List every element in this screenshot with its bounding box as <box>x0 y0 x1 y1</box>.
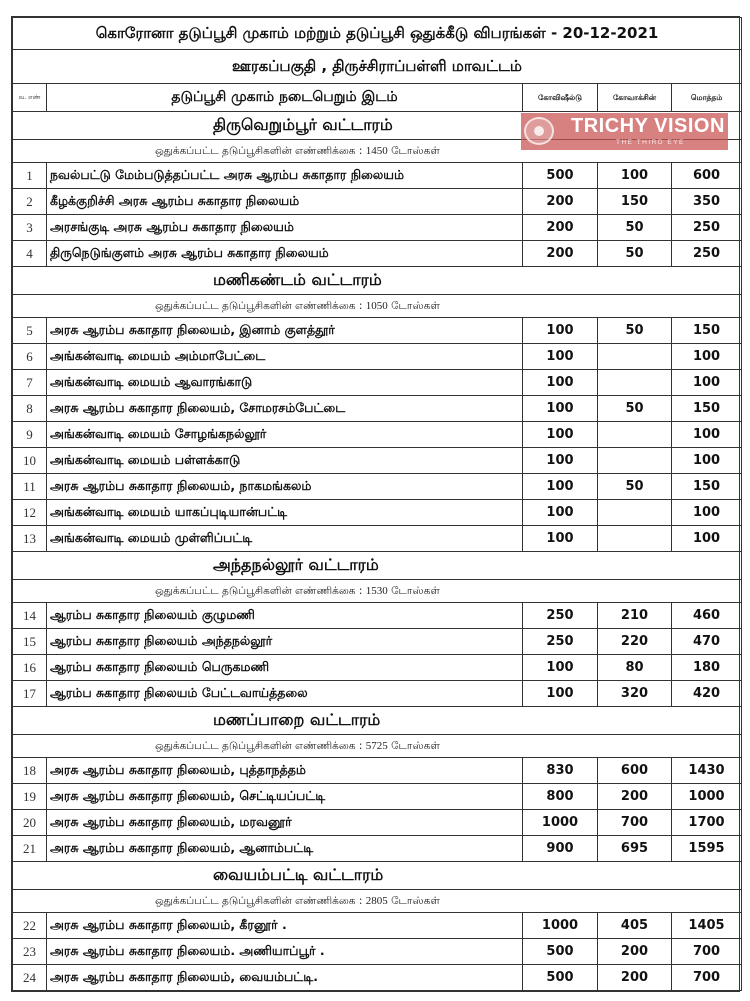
camp-location: அரசு ஆரம்ப சுகாதார நிலையம், சோமரசம்பேட்டை <box>47 396 523 422</box>
total-doses: 1430 <box>672 758 742 784</box>
allocation-cell <box>13 890 742 913</box>
covishield-doses: 500 <box>523 939 598 965</box>
allocation-unit: டோஸ்கள் <box>391 739 440 752</box>
table-row <box>13 655 742 681</box>
total-doses: 600 <box>672 163 742 189</box>
serial-number: 17 <box>13 681 47 707</box>
total-doses: 100 <box>672 344 742 370</box>
covishield-doses: 500 <box>523 163 598 189</box>
camp-location: அரசு ஆரம்ப சுகாதார நிலையம். அணியாப்பூர் . <box>47 939 523 965</box>
camp-location: ஆரம்ப சுகாதார நிலையம் பேட்டவாய்த்தலை <box>47 681 523 707</box>
total-doses: 150 <box>672 396 742 422</box>
covaxin-doses: 220 <box>598 629 672 655</box>
subtitle-row <box>13 50 742 84</box>
total-doses: 1700 <box>672 810 742 836</box>
serial-number: 24 <box>13 965 47 991</box>
block-name: அந்தநல்லூர் வட்டாரம் <box>13 552 742 580</box>
serial-number: 22 <box>13 913 47 939</box>
watermark-brand: TRICHY VISION <box>571 115 725 137</box>
covaxin-doses: 210 <box>598 603 672 629</box>
total-doses: 100 <box>672 422 742 448</box>
allocation-label: ஒதுக்கப்பட்ட தடுப்பூசிகளின் எண்ணிக்கை : <box>155 894 363 907</box>
camp-location: அரசு ஆரம்ப சுகாதார நிலையம், மரவனூர் <box>47 810 523 836</box>
table-row <box>13 215 742 241</box>
covaxin-doses <box>598 370 672 396</box>
table-row <box>13 396 742 422</box>
covaxin-doses <box>598 500 672 526</box>
table-row <box>13 241 742 267</box>
covaxin-doses <box>598 526 672 552</box>
block-name: மணிகண்டம் வட்டாரம் <box>13 267 742 295</box>
block-name: மணப்பாறை வட்டாரம் <box>13 707 742 735</box>
camp-location: அங்கன்வாடி மையம் முள்ளிப்பட்டி <box>47 526 523 552</box>
column-header-total: மொத்தம் <box>672 84 742 112</box>
covishield-doses: 200 <box>523 241 598 267</box>
camp-location: அரசு ஆரம்ப சுகாதார நிலையம், புத்தாநத்தம் <box>47 758 523 784</box>
total-doses: 250 <box>672 241 742 267</box>
covishield-doses: 100 <box>523 500 598 526</box>
covishield-doses: 250 <box>523 629 598 655</box>
serial-number: 20 <box>13 810 47 836</box>
total-doses: 420 <box>672 681 742 707</box>
covishield-doses: 100 <box>523 370 598 396</box>
column-header-covaxin: கோவாக்சின் <box>598 84 672 112</box>
serial-number: 2 <box>13 189 47 215</box>
camp-location: அங்கன்வாடி மையம் சோழங்கநல்லூர் <box>47 422 523 448</box>
serial-number: 5 <box>13 318 47 344</box>
covishield-doses: 100 <box>523 396 598 422</box>
table-row <box>13 500 742 526</box>
table-row <box>13 370 742 396</box>
covaxin-doses: 80 <box>598 655 672 681</box>
table-row <box>13 603 742 629</box>
camp-location: ஆரம்ப சுகாதார நிலையம் குழுமணி <box>47 603 523 629</box>
covishield-doses: 100 <box>523 344 598 370</box>
total-doses: 100 <box>672 370 742 396</box>
table-row <box>13 784 742 810</box>
document-title: கொரோனா தடுப்பூசி முகாம் மற்றும் தடுப்பூசி ஒதுக்கீடு விபரங்கள் - 20-12-2021 <box>13 18 742 50</box>
document-subtitle: ஊரகப்பகுதி , திருச்சிராப்பள்ளி மாவட்டம் <box>13 50 742 84</box>
serial-number: 10 <box>13 448 47 474</box>
covishield-doses: 100 <box>523 526 598 552</box>
covaxin-doses: 600 <box>598 758 672 784</box>
allocation-unit: டோஸ்கள் <box>391 894 440 907</box>
serial-number: 11 <box>13 474 47 500</box>
covaxin-doses: 700 <box>598 810 672 836</box>
table-row <box>13 448 742 474</box>
allocation-cell <box>13 580 742 603</box>
camp-location: நவல்பட்டு மேம்படுத்தப்பட்ட அரசு ஆரம்ப சுகாதார நிலையம் <box>47 163 523 189</box>
allocation-cell <box>13 295 742 318</box>
allocation-row <box>13 580 742 603</box>
covishield-doses: 900 <box>523 836 598 862</box>
covaxin-doses: 200 <box>598 965 672 991</box>
covaxin-doses: 50 <box>598 474 672 500</box>
covishield-doses: 1000 <box>523 913 598 939</box>
total-doses: 1000 <box>672 784 742 810</box>
allocation-label: ஒதுக்கப்பட்ட தடுப்பூசிகளின் எண்ணிக்கை : <box>155 144 363 157</box>
covishield-doses: 100 <box>523 448 598 474</box>
block-name: திருவெறும்பூர் வட்டாரம் <box>13 112 742 140</box>
vaccination-schedule-sheet <box>11 16 740 992</box>
total-doses: 700 <box>672 965 742 991</box>
total-doses: 150 <box>672 474 742 500</box>
allocation-cell <box>13 735 742 758</box>
column-header-place: தடுப்பூசி முகாம் நடைபெறும் இடம் <box>47 84 523 112</box>
eye-logo-icon <box>524 117 554 145</box>
camp-location: அரசு ஆரம்ப சுகாதார நிலையம், கீரனூர் . <box>47 913 523 939</box>
title-row <box>13 18 742 50</box>
covishield-doses: 100 <box>523 318 598 344</box>
table-row <box>13 344 742 370</box>
covishield-doses: 250 <box>523 603 598 629</box>
serial-number: 16 <box>13 655 47 681</box>
camp-location: அரசு ஆரம்ப சுகாதார நிலையம், வையம்பட்டி. <box>47 965 523 991</box>
allocation-unit: டோஸ்கள் <box>391 144 440 157</box>
allocation-count: 1450 <box>365 144 388 157</box>
allocation-label: ஒதுக்கப்பட்ட தடுப்பூசிகளின் எண்ணிக்கை : <box>155 739 363 752</box>
table-row <box>13 526 742 552</box>
total-doses: 1405 <box>672 913 742 939</box>
total-doses: 350 <box>672 189 742 215</box>
covaxin-doses: 150 <box>598 189 672 215</box>
allocation-label: ஒதுக்கப்பட்ட தடுப்பூசிகளின் எண்ணிக்கை : <box>155 584 363 597</box>
total-doses: 180 <box>672 655 742 681</box>
allocation-count: 1530 <box>365 584 388 597</box>
table-row <box>13 163 742 189</box>
serial-number: 8 <box>13 396 47 422</box>
table-row <box>13 318 742 344</box>
table-row <box>13 189 742 215</box>
allocation-row <box>13 735 742 758</box>
covishield-doses: 200 <box>523 215 598 241</box>
serial-number: 12 <box>13 500 47 526</box>
watermark-tagline: THE THIRD EYE <box>616 139 685 146</box>
serial-number: 14 <box>13 603 47 629</box>
table-row <box>13 810 742 836</box>
camp-location: அரசு ஆரம்ப சுகாதார நிலையம், இனாம் குளத்தூர் <box>47 318 523 344</box>
table-row <box>13 965 742 991</box>
camp-location: அரசு ஆரம்ப சுகாதார நிலையம், செட்டியப்பட்டி <box>47 784 523 810</box>
serial-number: 4 <box>13 241 47 267</box>
covishield-doses: 830 <box>523 758 598 784</box>
serial-number: 18 <box>13 758 47 784</box>
camp-location: அங்கன்வாடி மையம் ஆவாரங்காடு <box>47 370 523 396</box>
camp-location: அங்கன்வாடி மையம் அம்மாபேட்டை <box>47 344 523 370</box>
serial-number: 15 <box>13 629 47 655</box>
serial-number: 9 <box>13 422 47 448</box>
camp-location: ஆரம்ப சுகாதார நிலையம் அந்தநல்லூர் <box>47 629 523 655</box>
covishield-doses: 800 <box>523 784 598 810</box>
serial-number: 6 <box>13 344 47 370</box>
allocation-row <box>13 295 742 318</box>
allocation-unit: டோஸ்கள் <box>391 299 440 312</box>
covaxin-doses: 100 <box>598 163 672 189</box>
camp-location: கீழக்குறிச்சி அரசு ஆரம்ப சுகாதார நிலையம் <box>47 189 523 215</box>
serial-number: 1 <box>13 163 47 189</box>
allocation-unit: டோஸ்கள் <box>391 584 440 597</box>
camp-location: அரசு ஆரம்ப சுகாதார நிலையம், ஆனாம்பட்டி <box>47 836 523 862</box>
covaxin-doses: 320 <box>598 681 672 707</box>
table-row <box>13 474 742 500</box>
camp-location: அரசங்குடி அரசு ஆரம்ப சுகாதார நிலையம் <box>47 215 523 241</box>
covaxin-doses <box>598 448 672 474</box>
covishield-doses: 100 <box>523 655 598 681</box>
block-header-row <box>13 862 742 890</box>
allocation-count: 2805 <box>365 894 388 907</box>
column-header-covishield: கோவிஷீல்டு <box>523 84 598 112</box>
total-doses: 250 <box>672 215 742 241</box>
serial-number: 19 <box>13 784 47 810</box>
block-header-row <box>13 552 742 580</box>
covaxin-doses: 200 <box>598 784 672 810</box>
covaxin-doses: 50 <box>598 318 672 344</box>
table-row <box>13 629 742 655</box>
covaxin-doses: 200 <box>598 939 672 965</box>
total-doses: 460 <box>672 603 742 629</box>
serial-number: 13 <box>13 526 47 552</box>
camp-location: அங்கன்வாடி மையம் பள்ளக்காடு <box>47 448 523 474</box>
covaxin-doses: 405 <box>598 913 672 939</box>
total-doses: 1595 <box>672 836 742 862</box>
covaxin-doses: 50 <box>598 396 672 422</box>
table-row <box>13 758 742 784</box>
block-header-row <box>13 707 742 735</box>
camp-location: திருநெடுங்குளம் அரசு ஆரம்ப சுகாதார நிலையம் <box>47 241 523 267</box>
table-row <box>13 422 742 448</box>
camp-location: அங்கன்வாடி மையம் யாகப்புடியான்பட்டி <box>47 500 523 526</box>
covishield-doses: 500 <box>523 965 598 991</box>
serial-number: 7 <box>13 370 47 396</box>
block-name: வையம்பட்டி வட்டாரம் <box>13 862 742 890</box>
allocation-count: 5725 <box>365 739 388 752</box>
serial-number: 21 <box>13 836 47 862</box>
total-doses: 100 <box>672 448 742 474</box>
covaxin-doses: 695 <box>598 836 672 862</box>
covishield-doses: 1000 <box>523 810 598 836</box>
covishield-doses: 100 <box>523 474 598 500</box>
total-doses: 100 <box>672 526 742 552</box>
serial-number: 3 <box>13 215 47 241</box>
table-row <box>13 913 742 939</box>
total-doses: 100 <box>672 500 742 526</box>
covaxin-doses: 50 <box>598 215 672 241</box>
covishield-doses: 100 <box>523 422 598 448</box>
allocation-label: ஒதுக்கப்பட்ட தடுப்பூசிகளின் எண்ணிக்கை : <box>155 299 363 312</box>
column-header-serial: வ. எண் <box>13 84 47 112</box>
trichy-vision-watermark <box>521 113 728 150</box>
covaxin-doses <box>598 422 672 448</box>
covaxin-doses: 50 <box>598 241 672 267</box>
table-row <box>13 681 742 707</box>
total-doses: 700 <box>672 939 742 965</box>
allocation-row <box>13 890 742 913</box>
total-doses: 150 <box>672 318 742 344</box>
total-doses: 470 <box>672 629 742 655</box>
covishield-doses: 100 <box>523 681 598 707</box>
table-row <box>13 836 742 862</box>
column-header-row <box>13 84 742 112</box>
allocation-count: 1050 <box>365 299 388 312</box>
table-row <box>13 939 742 965</box>
schedule-table <box>12 17 742 991</box>
block-header-row <box>13 267 742 295</box>
covishield-doses: 200 <box>523 189 598 215</box>
camp-location: அரசு ஆரம்ப சுகாதார நிலையம், நாகமங்கலம் <box>47 474 523 500</box>
serial-number: 23 <box>13 939 47 965</box>
covaxin-doses <box>598 344 672 370</box>
camp-location: ஆரம்ப சுகாதார நிலையம் பெருகமணி <box>47 655 523 681</box>
